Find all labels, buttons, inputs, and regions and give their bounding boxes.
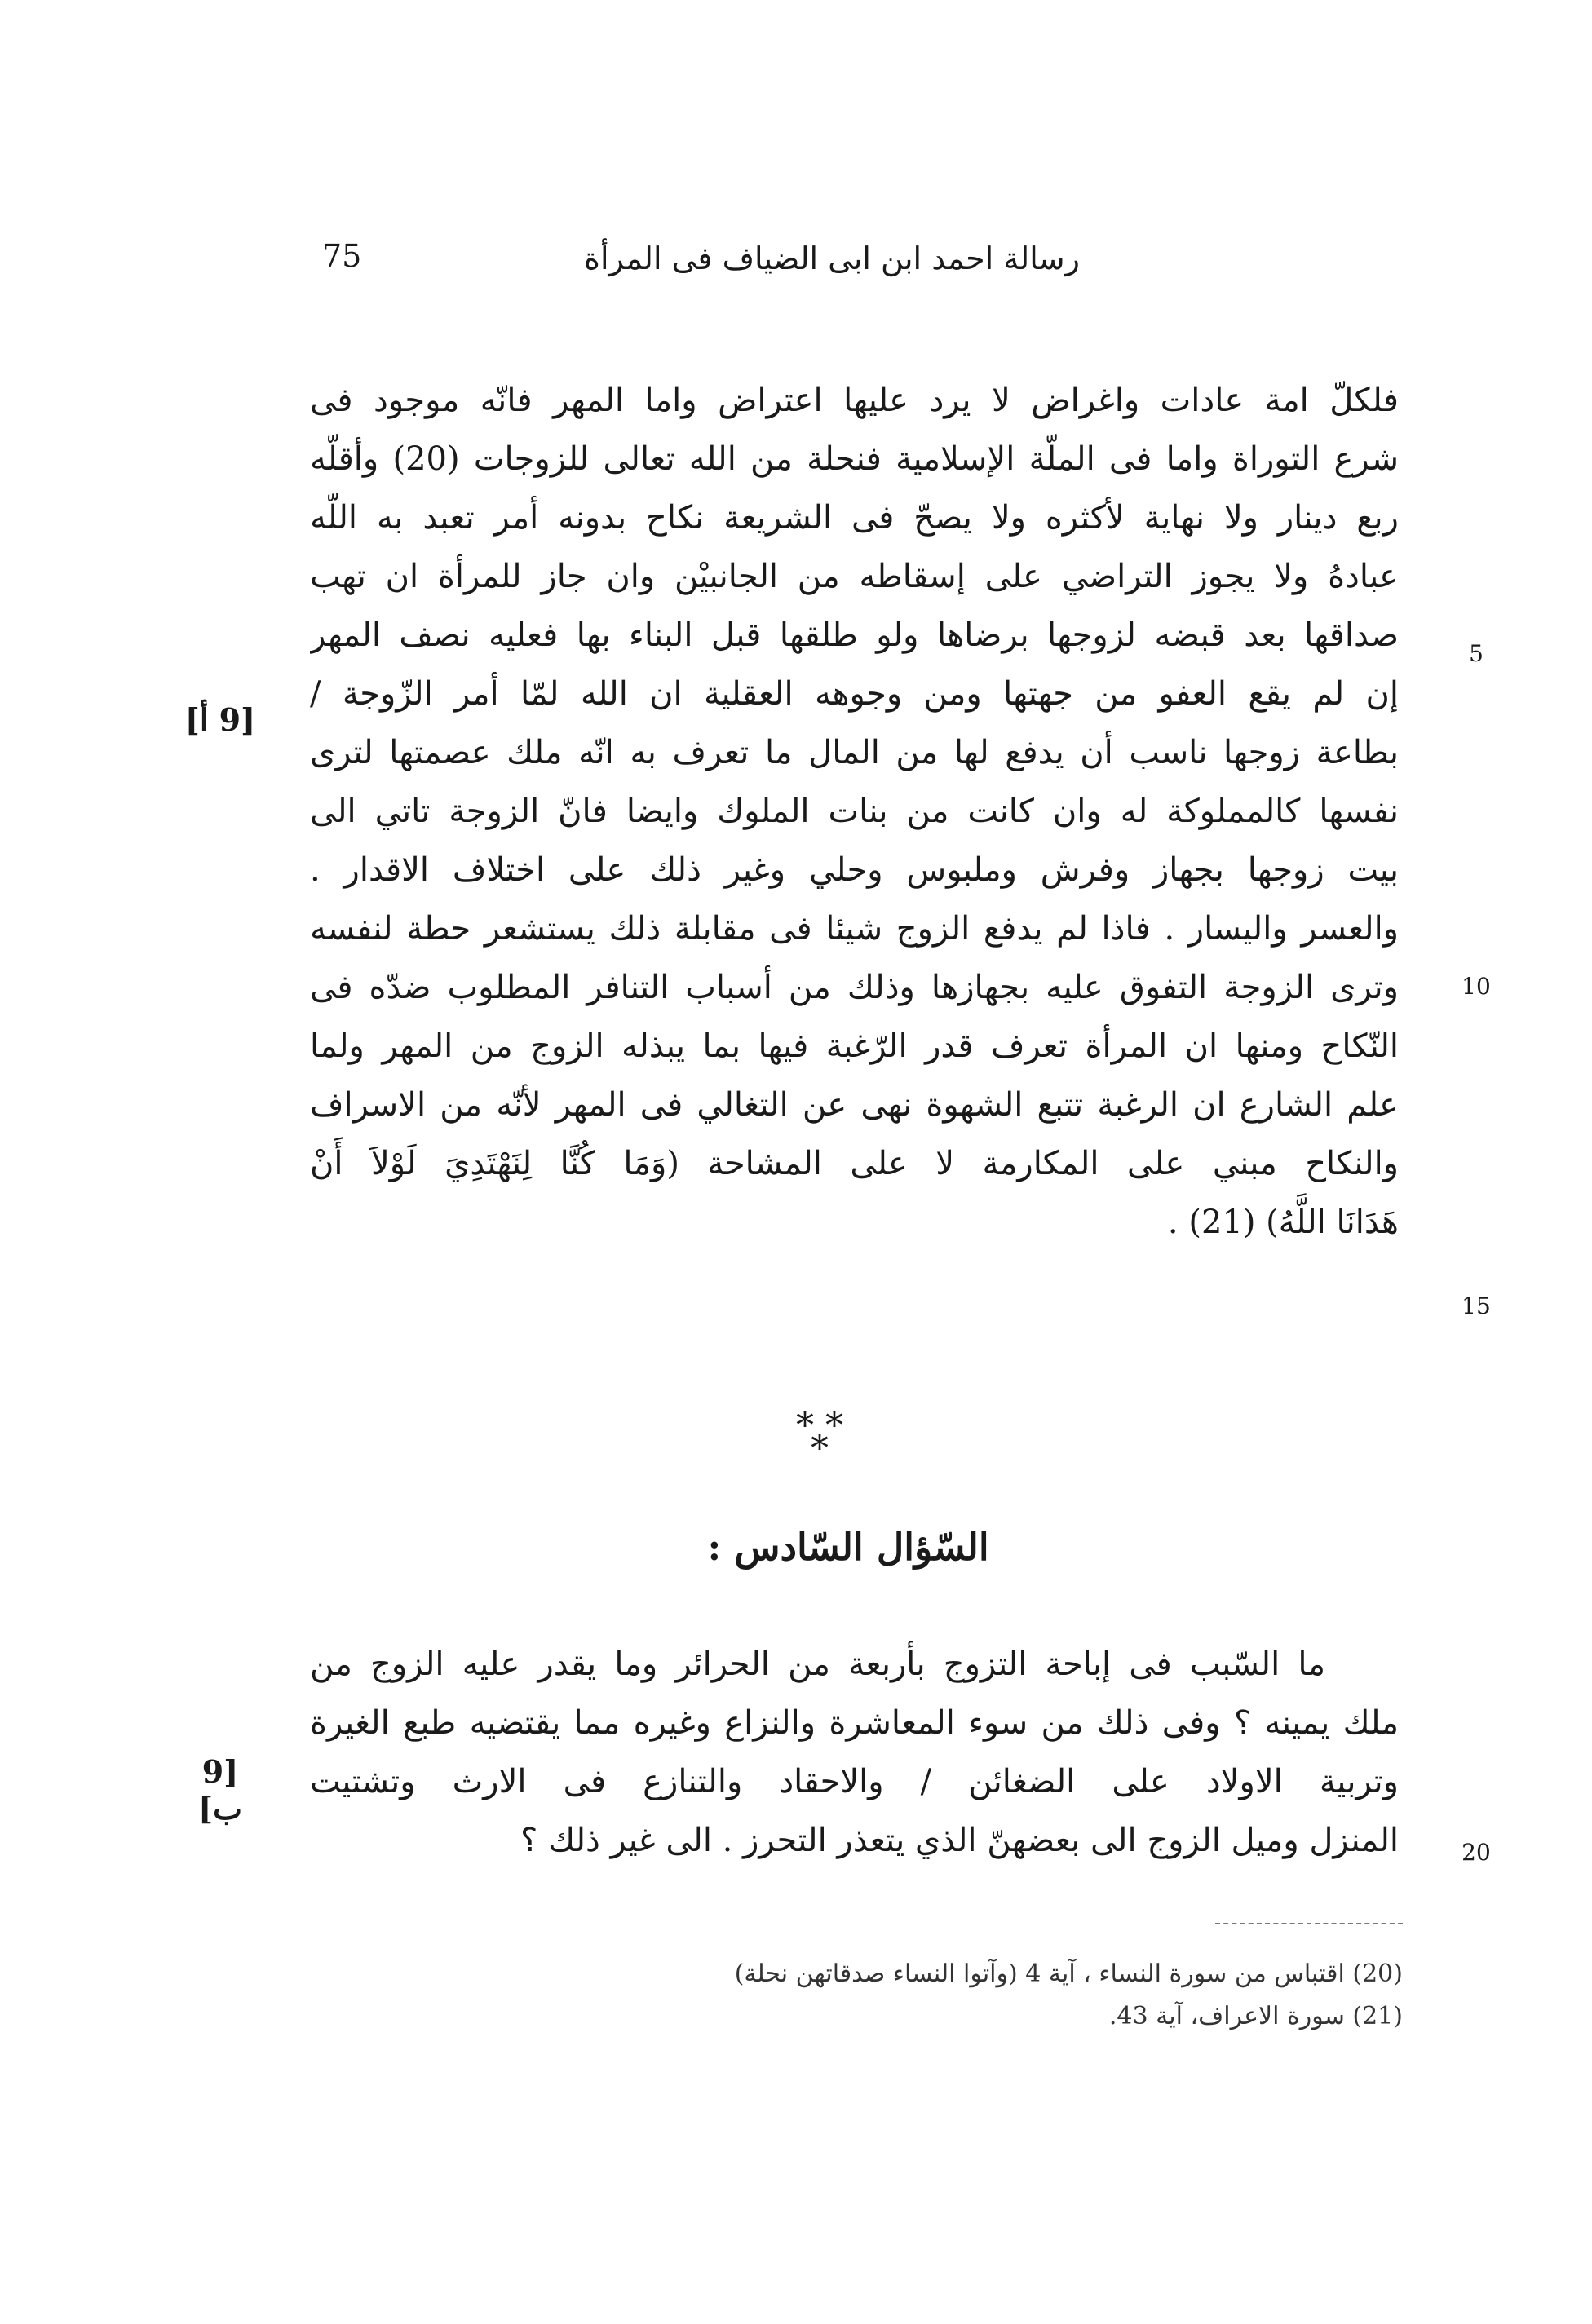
text-line: بطاعة زوجها ناسب أن يدفع لها من المال ما تعرف به انّه ملك عصمتها لترى <box>310 734 1399 771</box>
text-line: فلكلّ امة عادات واغراض لا يرد عليها اعتراض واما المهر فانّه موجود فى <box>310 382 1399 419</box>
footnote-rule <box>1215 1923 1403 1924</box>
text-line: ما السّبب فى إباحة التزوج بأربعة من الحرائر وما يقدر عليه الزوج من <box>310 1646 1325 1683</box>
line-number-15: 15 <box>1462 1292 1491 1319</box>
footnote-21: (21) سورة الاعراف، آية 43. <box>1108 2002 1403 2030</box>
margin-folio-note-9b: [9 ب] <box>198 1753 242 1827</box>
text-line: إن لم يقع العفو من جهتها ومن وجوهه العقلية ان الله لمّا أمر الزّوجة / <box>310 675 1399 713</box>
text-line: ملك يمينه ؟ وفى ذلك من سوء المعاشرة والنزاع وغيره مما يقتضيه طبع الغيرة <box>310 1704 1399 1742</box>
paragraph-1 <box>310 371 1399 1252</box>
line-number-10: 10 <box>1462 973 1491 1000</box>
text-line: هَدَانَا اللَّهُ) (21) . <box>1167 1204 1399 1241</box>
text-line: صداقها بعد قبضه لزوجها برضاها ولو طلقها قبل البناء بها فعليه نصف المهر <box>310 616 1399 654</box>
text-line: ربع دينار ولا نهاية لأكثره ولا يصحّ فى الشريعة نكاح بدونه أمر تعبد به اللّه <box>310 499 1399 537</box>
text-line: نفسها كالمملوكة له وان كانت من بنات الملوك وايضا فانّ الزوجة تاتي الى <box>310 793 1399 830</box>
text-line: والنكاح مبني على المكارمة لا على المشاحة (وَمَا كُنَّا لِنَهْتَدِيَ لَوْلاَ أَنْ <box>310 1145 1399 1182</box>
page-number: 75 <box>322 238 362 274</box>
margin-folio-note-9a: [9 أ] <box>184 701 256 738</box>
footnote-20: (20) اقتباس من سورة النساء ، آية 4 (وآتوا النساء صدقاتهن نحلة) <box>734 1959 1403 1988</box>
text-line: النّكاح ومنها ان المرأة تعرف قدر الرّغبة فيها بما يبذله الزوج من المهر ولما <box>310 1027 1399 1065</box>
text-line: علم الشارع ان الرغبة تتبع الشهوة نهى عن التغالي فى المهر لأنّه من الاسراف <box>310 1086 1399 1124</box>
text-line: شرع التوراة واما فى الملّة الإسلامية فنحلة من الله تعالى للزوجات (20) وأقلّه <box>310 440 1399 478</box>
text-line: المنزل وميل الزوج الى بعضهنّ الذي يتعذر التحرز . الى غير ذلك ؟ <box>520 1822 1399 1859</box>
line-number-20: 20 <box>1462 1839 1491 1866</box>
line-number-5: 5 <box>1469 640 1484 667</box>
footnotes <box>457 1953 1403 2038</box>
asterism-separator: * * * <box>796 1405 843 1469</box>
text-line: وتربية الاولاد على الضغائن / والاحقاد والتنازع فى الارث وتشتيت <box>310 1763 1399 1800</box>
text-line: بيت زوجها بجهاز وفرش وملبوس وحلي وغير ذلك على اختلاف الاقدار . <box>310 851 1399 889</box>
paragraph-2 <box>310 1635 1399 1870</box>
running-header-title: رسالة احمد ابن ابى الضياف فى المرأة <box>584 241 1080 276</box>
section-heading: السّؤال السّادس : <box>707 1525 989 1569</box>
text-line: وترى الزوجة التفوق عليه بجهازها وذلك من أسباب التنافر المطلوب ضدّه فى <box>310 969 1399 1006</box>
text-line: والعسر واليسار . فاذا لم يدفع الزوج شيئا فى مقابلة ذلك يستشعر حطة لنفسه <box>310 910 1399 948</box>
text-line: عبادهُ ولا يجوز التراضي على إسقاطه من الجانبيْن وان جاز للمرأة ان تهب <box>310 558 1399 595</box>
